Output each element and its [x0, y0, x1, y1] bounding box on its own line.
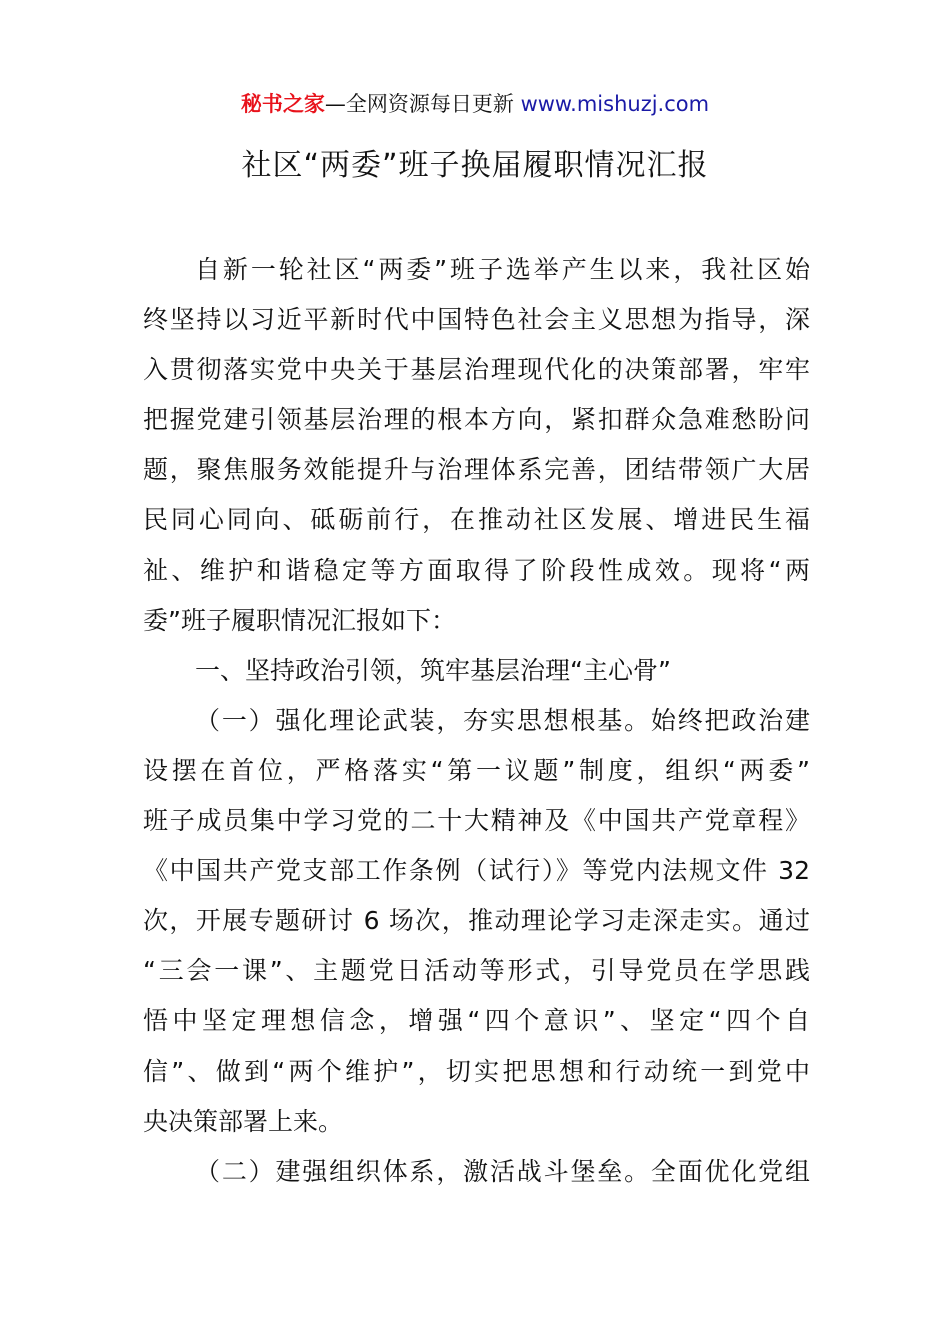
text-line: 委”班子履职情况汇报如下： [143, 605, 456, 635]
site-brand: 秘书之家 [240, 92, 325, 116]
text-line: 央决策部署上来。 [143, 1106, 344, 1136]
site-header [0, 88, 950, 120]
document-body [143, 245, 810, 1197]
text-line: （二）建强组织体系，激活战斗堡垒。全面优化党组 [195, 1156, 810, 1186]
text-line: 终坚持以习近平新时代中国特色社会主义思想为指导，深 [143, 305, 810, 335]
text-line: “三会一课”、主题党日活动等形式，引导党员在学思践 [143, 956, 810, 986]
text-line: 祉、维护和谐稳定等方面取得了阶段性成效。现将“两 [143, 555, 810, 585]
text-line: 设摆在首位，严格落实“第一议题”制度，组织“两委” [143, 755, 810, 785]
text-line: 民同心同向、砥砺前行，在推动社区发展、增进民生福 [143, 505, 810, 535]
text-line: 自新一轮社区“两委”班子选举产生以来，我社区始 [195, 255, 810, 284]
text-line: 题，聚焦服务效能提升与治理体系完善，团结带领广大居 [143, 455, 810, 485]
text-line: 班子成员集中学习党的二十大精神及《中国共产党章程》 [143, 806, 810, 836]
text-line: （一）强化理论武装，夯实思想根基。始终把政治建 [195, 705, 810, 735]
text-line: 信”、做到“两个维护”，切实把思想和行动统一到党中 [143, 1056, 810, 1086]
text-line: 《中国共产党支部工作条例（试行）》等党内法规文件 32 [143, 856, 810, 886]
text-line: 悟中坚定理想信念，增强“四个意识”、坚定“四个自 [143, 1006, 810, 1036]
document-title: 社区“两委”班子换届履职情况汇报 [241, 148, 709, 183]
text-line: 次，开展专题研讨 6 场次，推动理论学习走深走实。通过 [143, 906, 810, 936]
site-url-link[interactable]: www.mishuzj.com [520, 92, 710, 116]
text-line: 把握党建引领基层治理的根本方向，紧扣群众急难愁盼问 [143, 405, 810, 435]
text-line: 一、坚持政治引领，筑牢基层治理“主心骨” [195, 655, 671, 685]
site-tagline: —全网资源每日更新 [324, 92, 521, 116]
text-line: 入贯彻落实党中央关于基层治理现代化的决策部署，牢牢 [143, 355, 810, 385]
